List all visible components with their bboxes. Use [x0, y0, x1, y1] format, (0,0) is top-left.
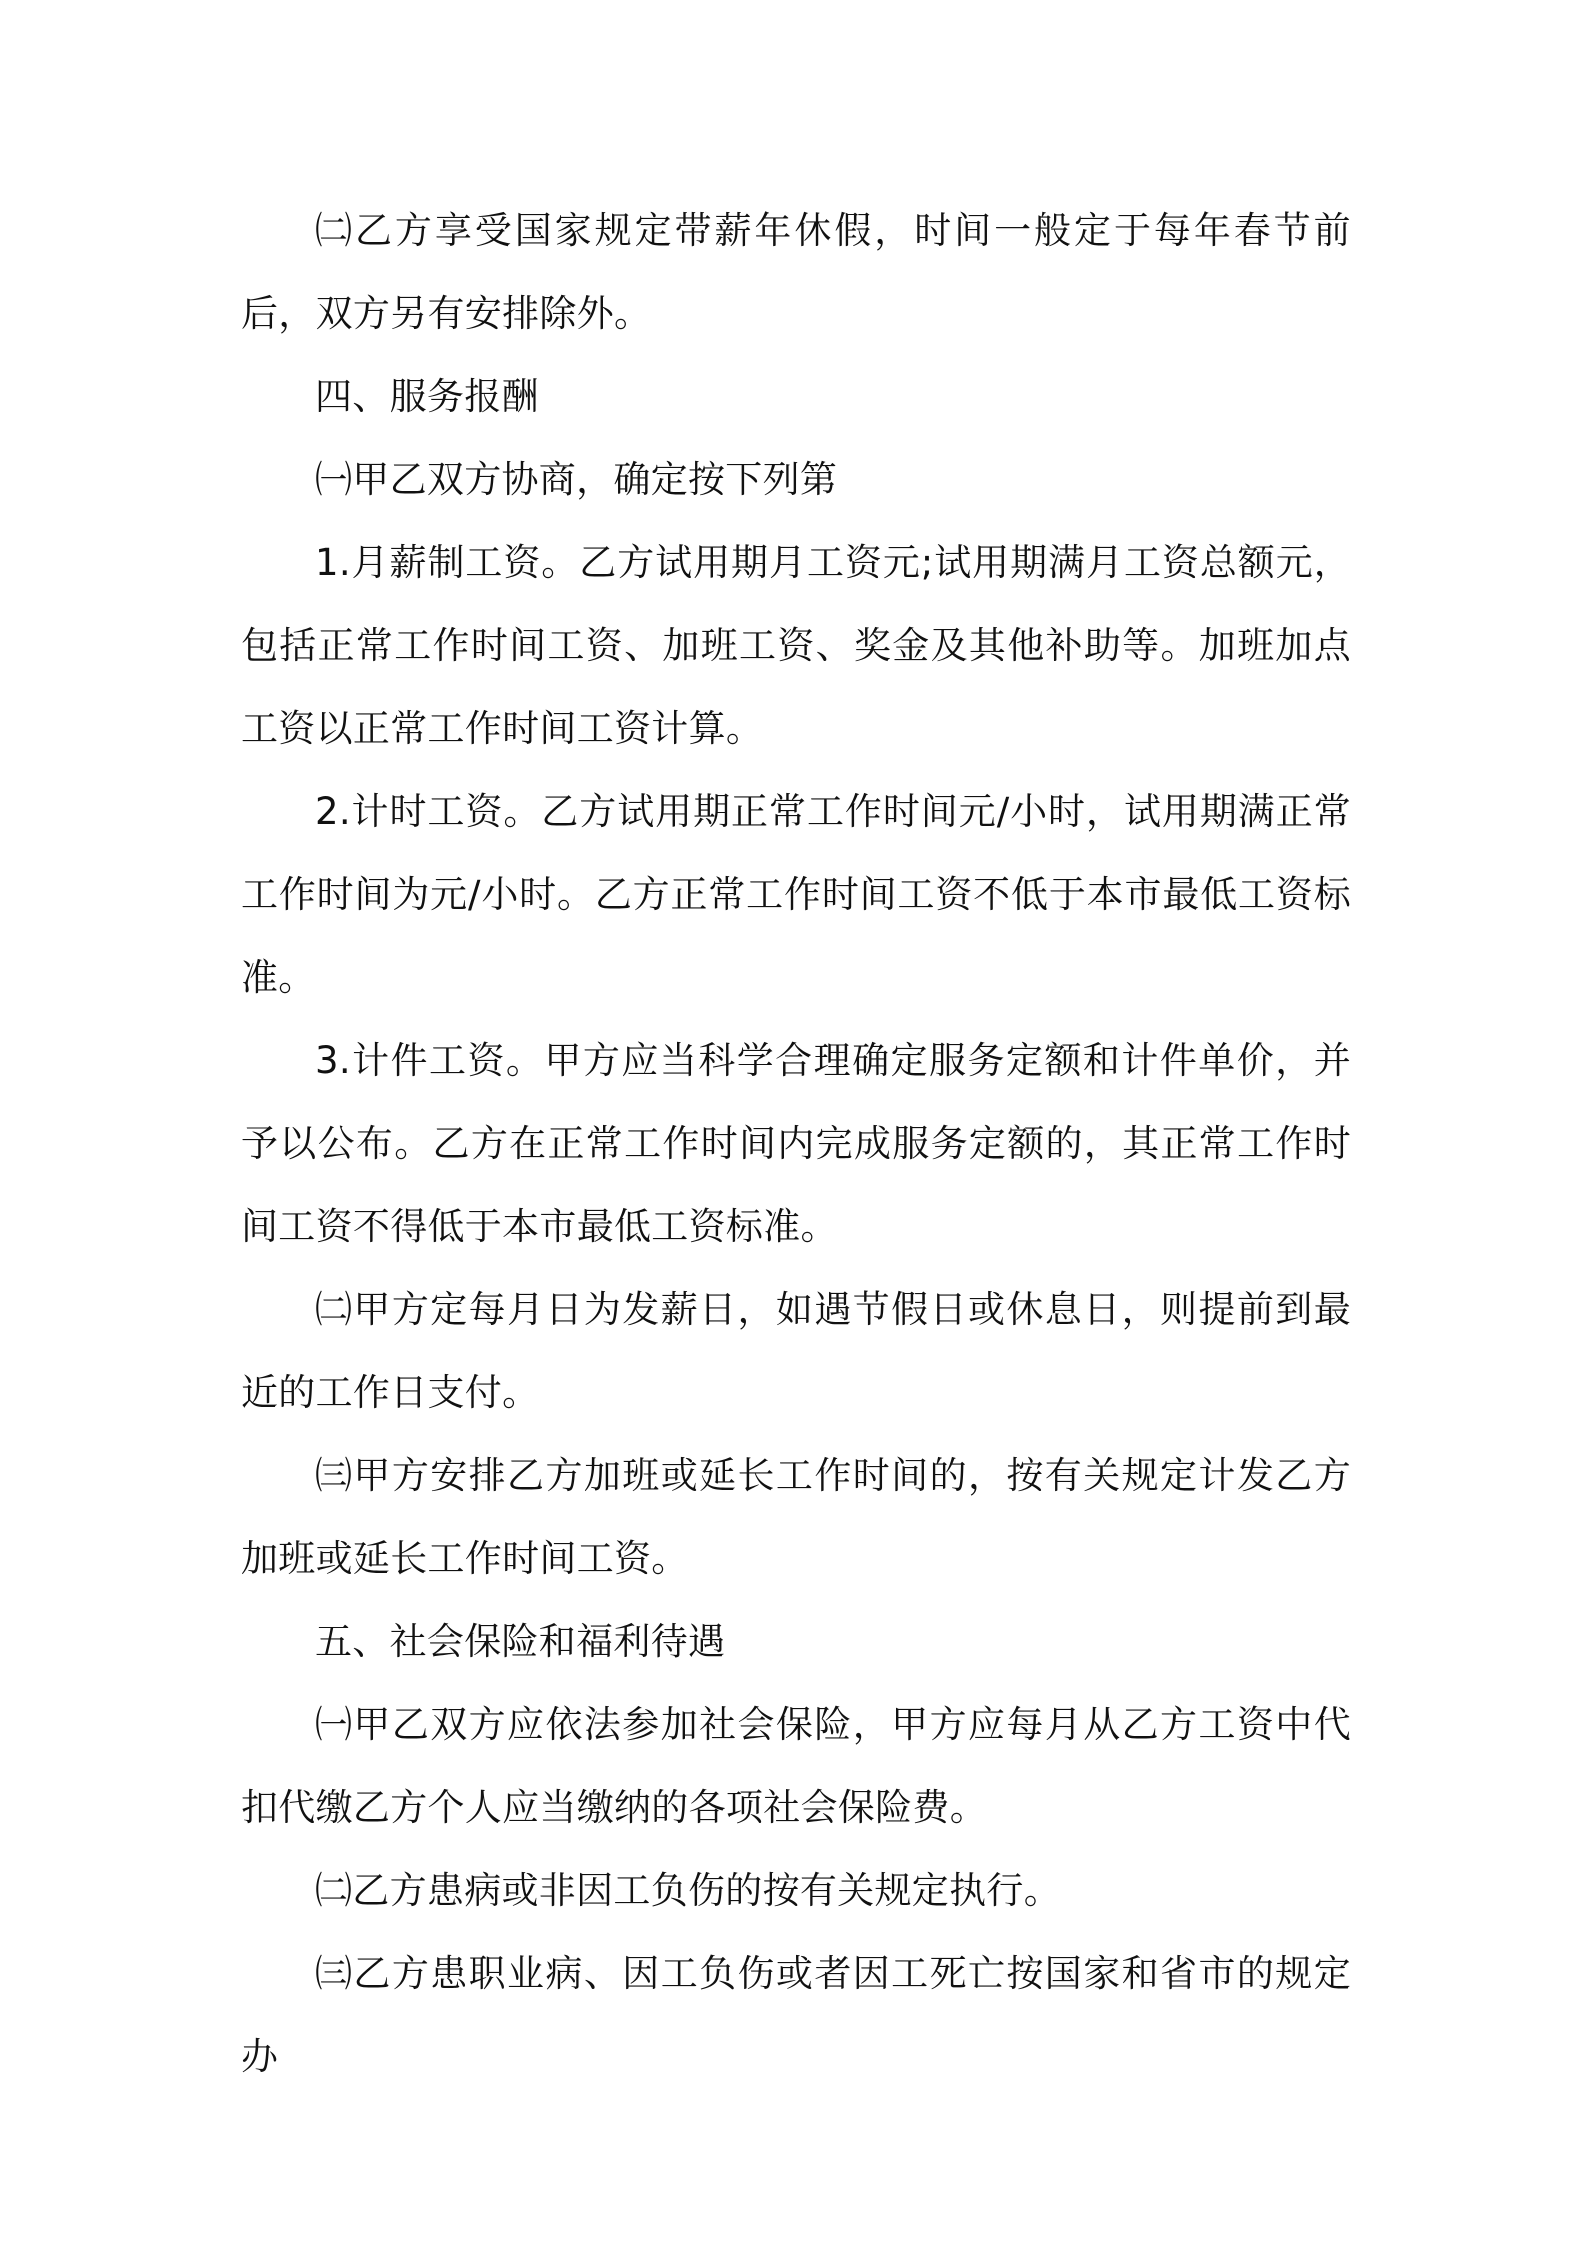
paragraph-social-insurance: ㈠甲乙双方应依法参加社会保险，甲方应每月从乙方工资中代扣代缴乙方个人应当缴纳的各项社会保险费。 — [241, 1703, 1351, 1829]
paragraph-pay-agreement: ㈠甲乙双方协商，确定按下列第 — [315, 458, 838, 501]
paragraph-sick-leave: ㈡乙方患病或非因工负伤的按有关规定执行。 — [315, 1869, 1061, 1912]
paragraph-occupational-injury: ㈢乙方患职业病、因工负伤或者因工死亡按国家和省市的规定办 — [241, 1952, 1351, 2078]
paragraph-payday: ㈡甲方定每月日为发薪日，如遇节假日或休息日，则提前到最近的工作日支付。 — [241, 1288, 1351, 1414]
paragraph-hourly-wage: 2.计时工资。乙方试用期正常工作时间元/小时，试用期满正常工作时间为元/小时。乙方正常工作时间工资不低于本市最低工资标准。 — [241, 790, 1351, 999]
paragraph-monthly-salary: 1.月薪制工资。乙方试用期月工资元;试用期满月工资总额元，包括正常工作时间工资、加班工资、奖金及其他补助等。加班加点工资以正常工作时间工资计算。 — [241, 541, 1351, 750]
section-heading-social-insurance: 五、社会保险和福利待遇 — [315, 1620, 726, 1663]
paragraph-annual-leave: ㈡乙方享受国家规定带薪年休假，时间一般定于每年春节前后，双方另有安排除外。 — [241, 209, 1351, 335]
paragraph-piece-wage: 3.计件工资。甲方应当科学合理确定服务定额和计件单价，并予以公布。乙方在正常工作时间内完成服务定额的，其正常工作时间工资不得低于本市最低工资标准。 — [241, 1039, 1351, 1248]
section-heading-service-pay: 四、服务报酬 — [315, 375, 539, 418]
paragraph-overtime: ㈢甲方安排乙方加班或延长工作时间的，按有关规定计发乙方加班或延长工作时间工资。 — [241, 1454, 1351, 1580]
